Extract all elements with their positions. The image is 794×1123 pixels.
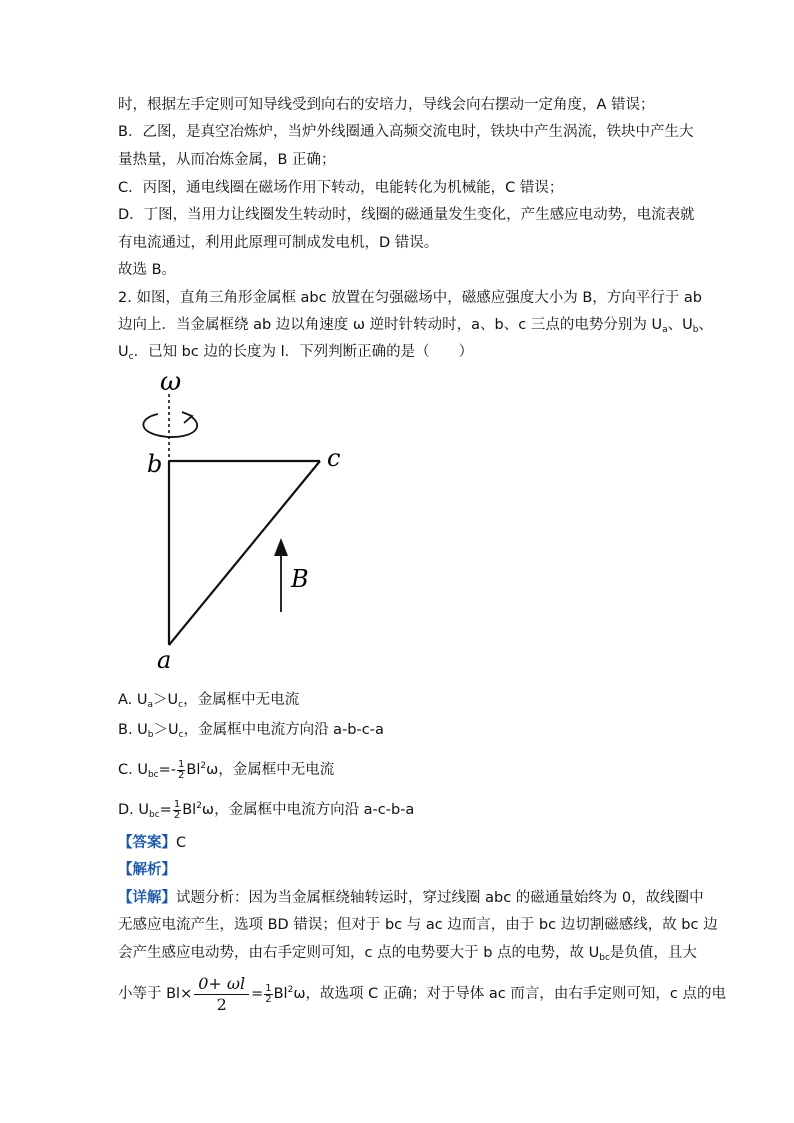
subscript: c [178,730,184,740]
option-text: ，金属框中电流方向沿 a-b-c-a [183,722,384,738]
numerator: 1 [265,982,272,994]
option-text: ω，金属框中无电流 [206,762,335,778]
answer-line [118,833,186,853]
option-text: ＞U [153,722,179,738]
denominator: 2 [265,993,272,1005]
detail-text: 试题分析：因为当金属框绕轴转运时，穿过线圈 abc 的磁通量始终为 0，故线圈中 [176,890,704,906]
detail-text: Bl [273,986,288,1002]
analysis-heading [118,860,176,880]
subscript: a [662,325,668,335]
fraction [194,974,249,1015]
option-text: ＞U [153,692,179,708]
denominator: 2 [216,994,227,1014]
text-line: D．丁图，当用力让线圈发生转动时，线圈的磁通量发生变化，产生感应电动势，电流表就 [118,207,695,223]
option-text: ，金属框中无电流 [183,692,300,708]
subscript: bc [147,770,159,780]
option-text: D. U [118,802,149,818]
omega-label: ω [160,367,182,397]
denominator: 2 [173,809,181,821]
stem-text: ．已知 bc 边的长度为 l．下列判断正确的是（ ） [133,344,474,360]
question-stem [118,342,473,367]
superscript: 2 [196,801,202,811]
detail-text: 会产生感应电动势，由右手定则可知，c 点的电势要大于 b 点的电势，故 U [118,945,600,961]
detail-line [118,968,726,1016]
stem-text: 、U [667,317,693,333]
option-text: A. U [118,692,148,708]
detail-line [118,943,697,968]
subscript: b [147,730,154,740]
field-arrowhead-icon [274,538,288,556]
option-a [118,690,299,715]
vertex-c-label: c [327,444,341,472]
detail-text: 是负值，且大 [609,945,697,961]
text-line: C．丙图，通电线圈在磁场作用下转动，电能转化为机械能，C 错误； [118,180,564,196]
numerator: 0+ ωl [194,974,249,995]
edge-ac [169,461,320,645]
option-text: B. U [118,722,148,738]
option-text: =- [158,762,177,778]
option-text: Bl [186,762,201,778]
numerator: 1 [178,758,185,770]
subscript: bc [599,953,610,963]
text-line: 故选 B。 [118,262,177,278]
option-text: ω，金属框中电流方向沿 a-c-b-a [201,802,415,818]
text-line: 有电流通过，利用此原理可制成发电机，D 错误。 [118,235,439,251]
detail-text: 小等于 Bl× [118,986,193,1002]
detail-line [118,888,704,908]
option-d [118,796,414,825]
triangle-figure [120,366,360,676]
option-b [118,720,384,745]
detail-text: ω，故选项 C 正确；对于导体 ac 而言，由右手定则可知，c 点的电 [293,986,726,1002]
arrowhead-icon [182,412,192,423]
stem-text: 边向上．当金属框绕 ab 边以角速度 ω 逆时针转动时，a、b、c 三点的电势分别为 U [118,317,663,333]
subscript: a [147,700,154,710]
option-text: Bl [182,802,197,818]
subscript: c [178,700,184,710]
answer-value: C [176,835,187,851]
question-stem: 2. 如图，直角三角形金属框 abc 放置在匀强磁场中，磁感应强度大小为 B，方向平行于 ab [118,290,702,306]
stem-text: U [118,344,129,360]
superscript: 2 [200,761,207,771]
detail-text: = [251,986,264,1002]
option-text: = [159,802,172,818]
option-c [118,756,334,785]
subscript: c [128,352,134,362]
analysis-label: 【解析】 [118,862,176,878]
field-B-label: B [291,565,309,593]
option-text: C. U [118,762,148,778]
stem-text: 、 [698,317,713,333]
vertex-b-label: b [147,450,163,478]
answer-label: 【答案】 [118,835,176,851]
superscript: 2 [287,985,294,995]
subscript: bc [149,810,160,820]
denominator: 2 [178,769,185,781]
fraction [264,984,272,1005]
numerator: 1 [173,798,181,810]
text-line: B．乙图，是真空冶炼炉，当炉外线圈通入高频交流电时，铁块中产生涡流，铁块中产生大 [118,124,694,140]
fraction [173,800,181,821]
text-line: 量热量，从而冶炼金属，B 正确； [118,152,336,168]
subscript: b [692,325,699,335]
fraction [177,760,185,781]
text-line: 时，根据左手定则可知导线受到向右的安培力，导线会向右摆动一定角度，A 错误； [118,97,655,113]
vertex-a-label: a [157,646,172,674]
detail-label: 【详解】 [118,890,176,906]
question-stem [118,315,713,340]
detail-line: 无感应电流产生，选项 BD 错误；但对于 bc 与 ac 边而言，由于 bc 边切割磁感线，故 bc 边 [118,917,718,933]
